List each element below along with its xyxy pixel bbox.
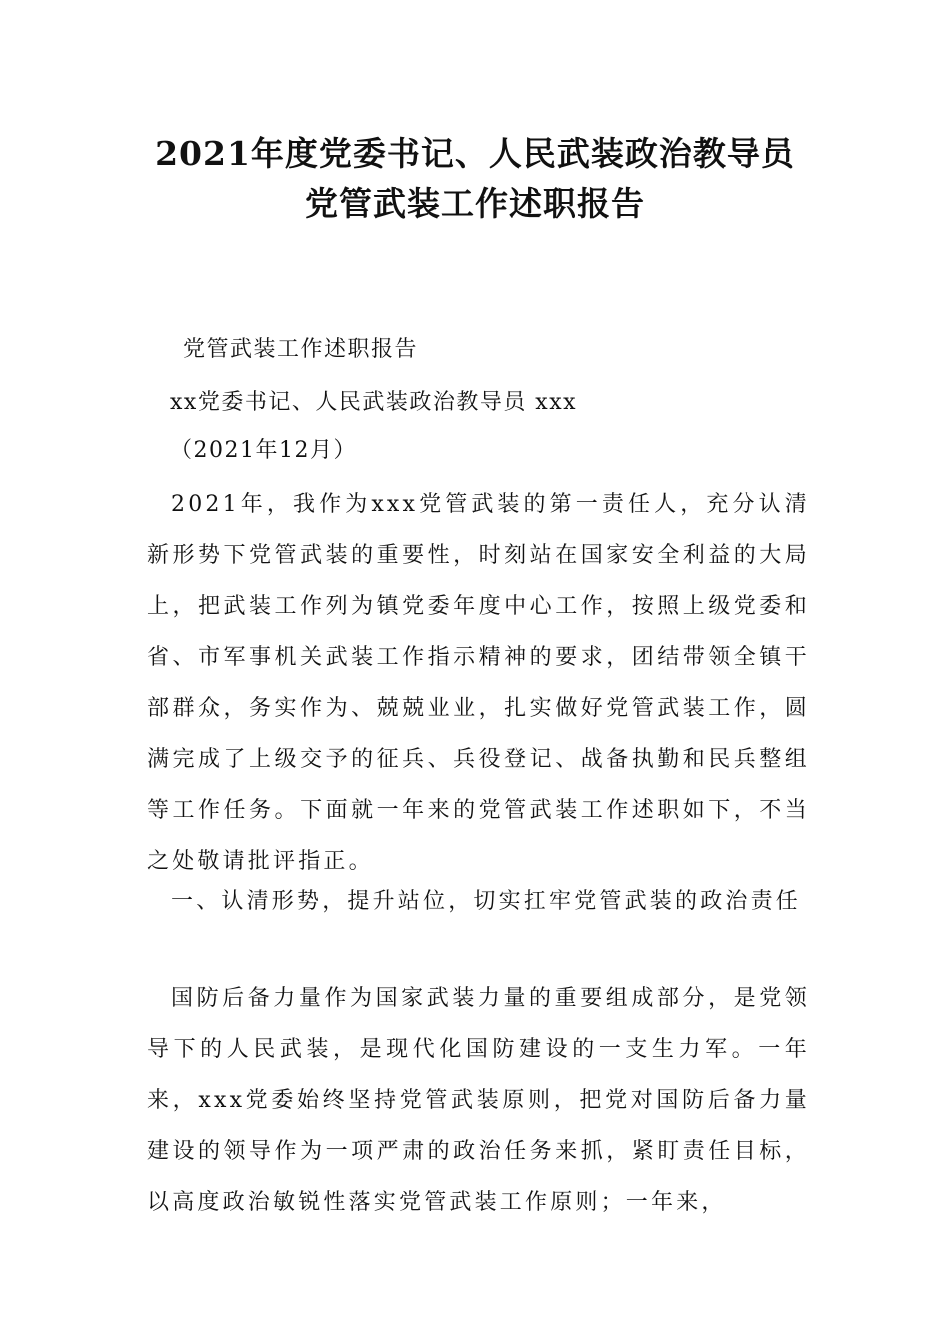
author-line: xx党委书记、人民武装政治教导员 xxx [170, 390, 578, 415]
document-title-line-1: 2021年度党委书记、人民武装政治教导员 [155, 134, 795, 173]
section-heading-1: 一、认清形势，提升站位，切实扛牢党管武装的政治责任 [171, 889, 802, 914]
date-line: （2021年12月） [170, 438, 357, 463]
paragraph-intro: 2021年，我作为xxx党管武装的第一责任人，充分认清新形势下党管武装的重要性，时刻站在国家安全利益的大局上，把武装工作列为镇党委年度中心工作，按照上级党委和省、市军事机关武装工作指示精神的要求，团结带领全镇干部群众，务实作为、兢兢业业，扎实做好党管武装工作，圆满完成了上级交予的征兵、兵役登记、战备执勤和民兵整组等工作任务。下面就一年来的党管武装工作述职如下，不当之处敬请批评指正。 [147, 492, 810, 874]
report-subtitle: 党管武装工作述职报告 [183, 337, 419, 362]
paragraph-section-1: 国防后备力量作为国家武装力量的重要组成部分，是党领导下的人民武装，是现代化国防建设的一支生力军。一年来，xxx党委始终坚持党管武装原则，把党对国防后备力量建设的领导作为一项严肃的政治任务来抓，紧盯责任目标，以高度政治敏锐性落实党管武装工作原则；一年来， [147, 986, 810, 1215]
document-title-line-2: 党管武装工作述职报告 [305, 184, 645, 223]
